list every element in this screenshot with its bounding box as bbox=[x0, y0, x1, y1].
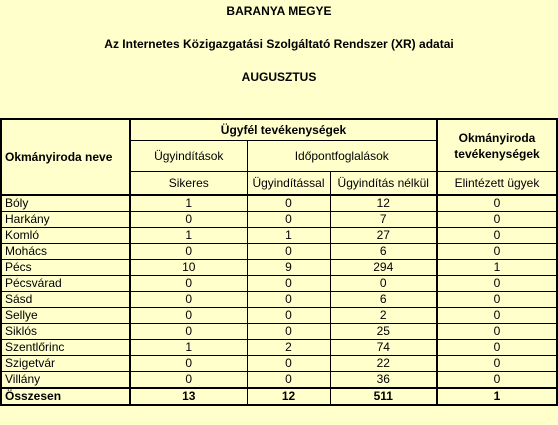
table-row bbox=[1, 356, 557, 372]
header-office-name: Okmányiroda neve bbox=[1, 119, 130, 195]
sikeres-cell: 0 bbox=[130, 212, 247, 228]
office-name-cell: Szigetvár bbox=[1, 356, 130, 372]
elintezett-cell: 1 bbox=[437, 260, 557, 276]
table-row bbox=[1, 212, 557, 228]
sikeres-cell: 1 bbox=[130, 195, 247, 212]
ugyinditassal-cell: 0 bbox=[247, 292, 330, 308]
ugyinditassal-cell: 0 bbox=[247, 356, 330, 372]
nelkul-cell: 7 bbox=[330, 212, 437, 228]
sikeres-cell: 0 bbox=[130, 244, 247, 260]
elintezett-cell: 0 bbox=[437, 356, 557, 372]
sikeres-cell: 0 bbox=[130, 324, 247, 340]
table-row bbox=[1, 372, 557, 389]
data-table bbox=[0, 118, 558, 406]
office-name-cell: Bóly bbox=[1, 195, 130, 212]
header-initiations: Ügyindítások bbox=[130, 141, 247, 172]
total-elintezett-cell: 1 bbox=[437, 388, 557, 405]
report-subtitle: Az Internetes Közigazgatási Szolgáltató Rendszer (XR) adatai bbox=[104, 37, 454, 51]
table-row bbox=[1, 292, 557, 308]
total-row bbox=[1, 388, 557, 405]
nelkul-cell: 27 bbox=[330, 228, 437, 244]
sikeres-cell: 0 bbox=[130, 372, 247, 389]
nelkul-cell: 25 bbox=[330, 324, 437, 340]
header-handled-cases: Elintézett ügyek bbox=[437, 172, 557, 196]
ugyinditassal-cell: 0 bbox=[247, 244, 330, 260]
nelkul-cell: 0 bbox=[330, 276, 437, 292]
nelkul-cell: 6 bbox=[330, 244, 437, 260]
sikeres-cell: 0 bbox=[130, 356, 247, 372]
table-row bbox=[1, 308, 557, 324]
nelkul-cell: 6 bbox=[330, 292, 437, 308]
nelkul-cell: 12 bbox=[330, 195, 437, 212]
header-without-initiation: Ügyindítás nélkül bbox=[330, 172, 437, 196]
office-name-cell: Sellye bbox=[1, 308, 130, 324]
header-appointments: Időpontfoglalások bbox=[247, 141, 437, 172]
ugyinditassal-cell: 9 bbox=[247, 260, 330, 276]
elintezett-cell: 0 bbox=[437, 292, 557, 308]
elintezett-cell: 0 bbox=[437, 276, 557, 292]
elintezett-cell: 0 bbox=[437, 324, 557, 340]
nelkul-cell: 36 bbox=[330, 372, 437, 389]
ugyinditassal-cell: 0 bbox=[247, 324, 330, 340]
elintezett-cell: 0 bbox=[437, 195, 557, 212]
office-name-cell: Mohács bbox=[1, 244, 130, 260]
sikeres-cell: 10 bbox=[130, 260, 247, 276]
table-row bbox=[1, 195, 557, 212]
total-label: Összesen bbox=[1, 388, 130, 405]
report-title: BARANYA MEGYE bbox=[226, 4, 332, 18]
table-row bbox=[1, 340, 557, 356]
header-with-initiation: Ügyindítással bbox=[247, 172, 330, 196]
elintezett-cell: 0 bbox=[437, 308, 557, 324]
elintezett-cell: 0 bbox=[437, 244, 557, 260]
nelkul-cell: 22 bbox=[330, 356, 437, 372]
office-name-cell: Siklós bbox=[1, 324, 130, 340]
header-successful: Sikeres bbox=[130, 172, 247, 196]
table-row bbox=[1, 228, 557, 244]
ugyinditassal-cell: 1 bbox=[247, 228, 330, 244]
sikeres-cell: 0 bbox=[130, 292, 247, 308]
table-row bbox=[1, 276, 557, 292]
total-ugyinditassal-cell: 12 bbox=[247, 388, 330, 405]
sikeres-cell: 0 bbox=[130, 276, 247, 292]
ugyinditassal-cell: 0 bbox=[247, 372, 330, 389]
ugyinditassal-cell: 0 bbox=[247, 195, 330, 212]
elintezett-cell: 0 bbox=[437, 340, 557, 356]
header-office-activities-text: Okmányiroda tevékenységek bbox=[454, 130, 540, 161]
ugyinditassal-cell: 0 bbox=[247, 212, 330, 228]
nelkul-cell: 294 bbox=[330, 260, 437, 276]
sikeres-cell: 0 bbox=[130, 308, 247, 324]
table-row bbox=[1, 324, 557, 340]
ugyinditassal-cell: 2 bbox=[247, 340, 330, 356]
office-name-cell: Sásd bbox=[1, 292, 130, 308]
sikeres-cell: 1 bbox=[130, 340, 247, 356]
office-name-cell: Szentlőrinc bbox=[1, 340, 130, 356]
table-row bbox=[1, 244, 557, 260]
elintezett-cell: 0 bbox=[437, 372, 557, 389]
report-month: AUGUSZTUS bbox=[241, 70, 317, 84]
elintezett-cell: 0 bbox=[437, 212, 557, 228]
office-name-cell: Pécsvárad bbox=[1, 276, 130, 292]
header-office-activities bbox=[437, 119, 557, 172]
elintezett-cell: 0 bbox=[437, 228, 557, 244]
ugyinditassal-cell: 0 bbox=[247, 276, 330, 292]
nelkul-cell: 74 bbox=[330, 340, 437, 356]
office-name-cell: Pécs bbox=[1, 260, 130, 276]
total-sikeres-cell: 13 bbox=[130, 388, 247, 405]
office-name-cell: Komló bbox=[1, 228, 130, 244]
total-nelkul-cell: 511 bbox=[330, 388, 437, 405]
sikeres-cell: 1 bbox=[130, 228, 247, 244]
header-client-activities: Ügyfél tevékenységek bbox=[130, 119, 437, 141]
table-row bbox=[1, 260, 557, 276]
ugyinditassal-cell: 0 bbox=[247, 308, 330, 324]
nelkul-cell: 2 bbox=[330, 308, 437, 324]
office-name-cell: Villány bbox=[1, 372, 130, 389]
office-name-cell: Harkány bbox=[1, 212, 130, 228]
